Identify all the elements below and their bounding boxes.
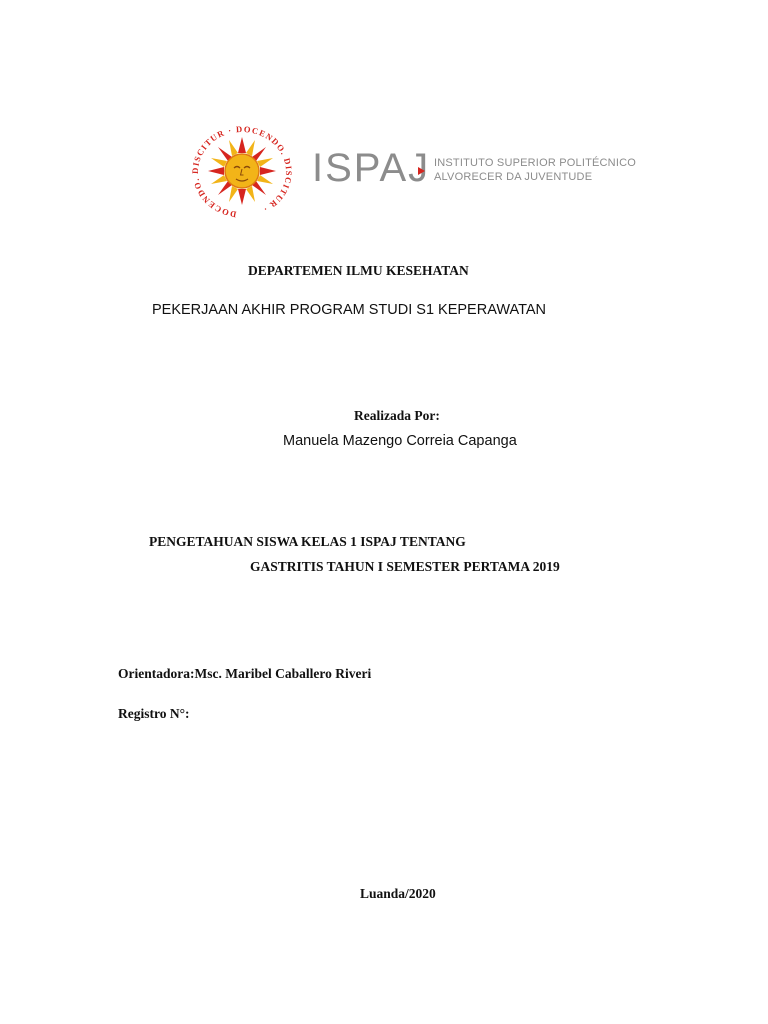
thesis-title-line1: PENGETAHUAN SISWA KELAS 1 ISPAJ TENTANG [149,534,466,549]
realizada-label: Realizada Por: [354,408,440,423]
ispaj-wordmark: ISPAJ [312,146,431,190]
logo-subtitle-line2: ALVORECER DA JUVENTUDE [434,171,593,183]
author-name: Manuela Mazengo Correia Capanga [283,433,517,449]
department-heading: DEPARTEMEN ILMU KESEHATAN [248,263,469,278]
thesis-title-line2: GASTRITIS TAHUN I SEMESTER PERTAMA 2019 [250,559,560,574]
ispaj-sun-emblem-icon [180,122,304,220]
program-heading: PEKERJAAN AKHIR PROGRAM STUDI S1 KEPERAWATAN [152,302,546,318]
orientadora-line: Orientadora:Msc. Maribel Caballero Riveri [118,666,372,681]
logo-arrow-icon [418,167,425,175]
logo-subtitle-line1: INSTITUTO SUPERIOR POLITÉCNICO [434,157,636,169]
registro-line: Registro N°: [118,706,190,721]
emblem-ring-text: DOCENDO. DISCITUR · DOCENDO. DISCITUR · [189,123,295,220]
place-year: Luanda/2020 [360,886,436,901]
